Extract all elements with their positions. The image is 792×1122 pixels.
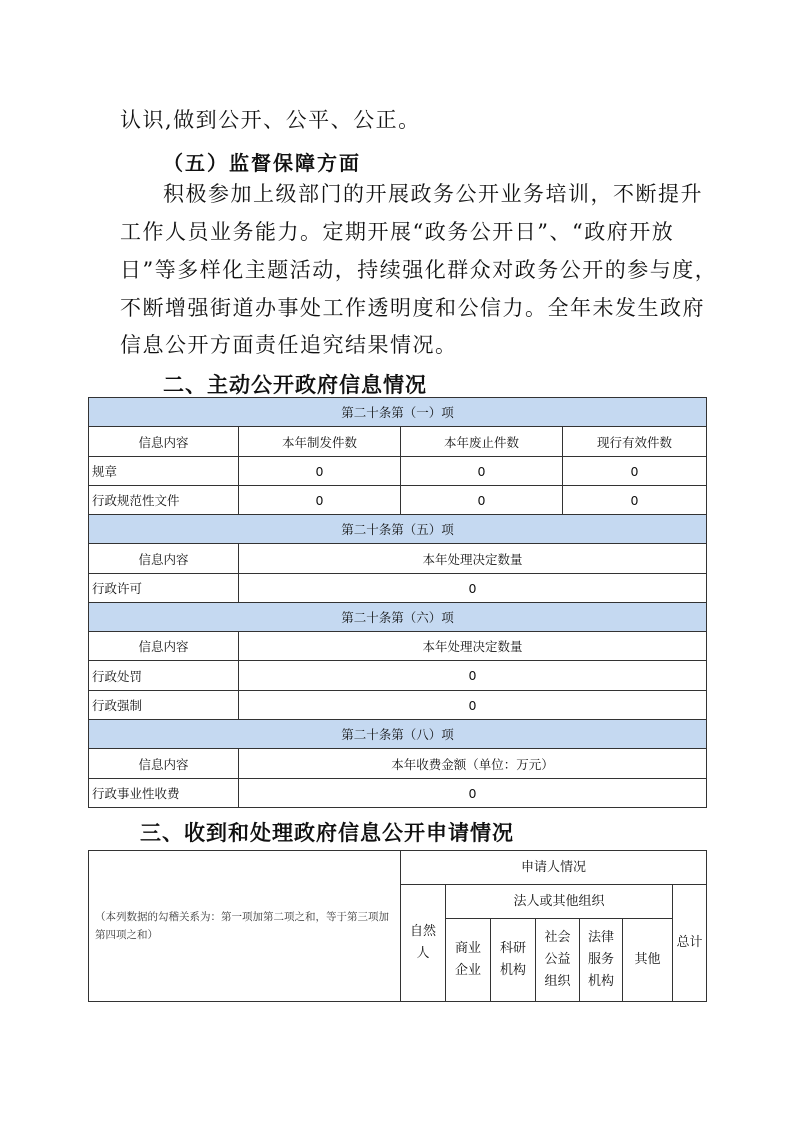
block1-col-new: 本年制发件数: [239, 427, 401, 457]
row-value: 0: [239, 574, 707, 603]
row-new: 0: [239, 457, 401, 486]
table-row: [89, 457, 707, 486]
block8-col-info: 信息内容: [89, 749, 239, 779]
row-value: 0: [239, 661, 707, 691]
block5-header: 第二十条第（五）项: [89, 515, 707, 544]
section-3-title: 三、收到和处理政府信息公开申请情况: [140, 821, 514, 845]
row-name: 行政处罚: [89, 661, 239, 691]
block6-col-info: 信息内容: [89, 632, 239, 661]
block1-header: 第二十条第（一）项: [89, 398, 707, 427]
row-name: 行政规范性文件: [89, 486, 239, 515]
applicant-header: 申请人情况: [401, 851, 707, 885]
active-disclosure-table: [88, 397, 707, 808]
block5-col-value: 本年处理决定数量: [239, 544, 707, 574]
public-welfare-header: 社会公益组织: [536, 919, 580, 1002]
application-table: [88, 850, 707, 1002]
block6-header: 第二十条第（六）项: [89, 603, 707, 632]
text-line-6: 不断增强街道办事处工作透明度和公信力。全年未发生政府: [120, 296, 705, 320]
text-line-5: 日”等多样化主题活动，持续强化群众对政务公开的参与度，: [120, 258, 718, 282]
row-valid: 0: [563, 486, 707, 515]
row-name: 规章: [89, 457, 239, 486]
row-new: 0: [239, 486, 401, 515]
text-line-1: 认识,做到公开、公平、公正。: [120, 108, 421, 132]
row-abolished: 0: [401, 457, 563, 486]
total-header: 总计: [673, 885, 707, 1002]
row-value: 0: [239, 691, 707, 720]
row-name: 行政许可: [89, 574, 239, 603]
row-abolished: 0: [401, 486, 563, 515]
row-valid: 0: [563, 457, 707, 486]
row-name: 行政事业性收费: [89, 779, 239, 808]
subheading-supervision: （五）监督保障方面: [163, 151, 361, 175]
text-line-3: 积极参加上级部门的开展政务公开业务培训，不断提升: [163, 182, 703, 206]
table-row: [89, 661, 707, 691]
table-row: [89, 486, 707, 515]
block8-header: 第二十条第（八）项: [89, 720, 707, 749]
row-name: 行政强制: [89, 691, 239, 720]
research-header: 科研机构: [491, 919, 536, 1002]
block1-col-valid: 现行有效件数: [563, 427, 707, 457]
table-row: [89, 691, 707, 720]
commercial-header: 商业企业: [446, 919, 491, 1002]
text-line-4: 工作人员业务能力。定期开展“政务公开日”、“政府开放: [120, 220, 675, 244]
other-header: 其他: [623, 919, 673, 1002]
text-line-7: 信息公开方面责任追究结果情况。: [120, 333, 458, 357]
legal-entities-header: 法人或其他组织: [446, 885, 673, 919]
legal-service-header: 法律服务机构: [580, 919, 623, 1002]
note-cell: （本列数据的勾稽关系为：第一项加第二项之和，等于第三项加第四项之和）: [89, 851, 401, 1002]
block1-col-abolished: 本年废止件数: [401, 427, 563, 457]
block8-col-value: 本年收费金额（单位：万元）: [239, 749, 707, 779]
table-row: [89, 574, 707, 603]
section-2-title: 二、主动公开政府信息情况: [163, 373, 427, 397]
block5-col-info: 信息内容: [89, 544, 239, 574]
block1-col-info: 信息内容: [89, 427, 239, 457]
table-row: [89, 779, 707, 808]
natural-person-header: 自然人: [401, 885, 446, 1002]
row-value: 0: [239, 779, 707, 808]
block6-col-value: 本年处理决定数量: [239, 632, 707, 661]
